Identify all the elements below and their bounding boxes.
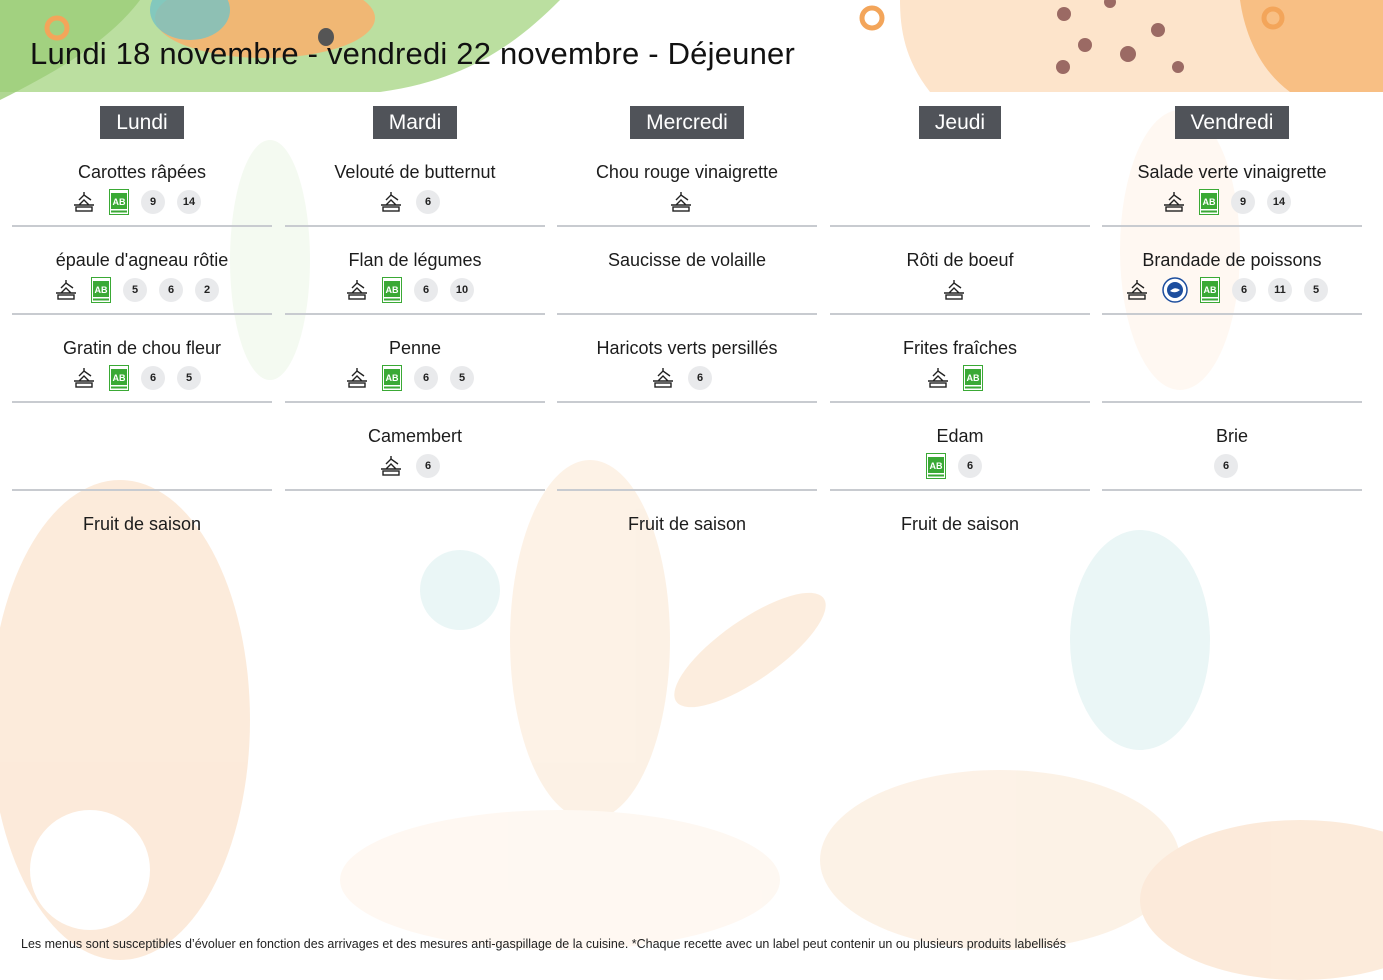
fait-maison-icon: [1161, 189, 1187, 215]
dish-name: Camembert: [367, 426, 463, 446]
svg-text:AB: AB: [929, 461, 943, 471]
menu-slot: [285, 227, 545, 315]
allergen-badge: 5: [177, 366, 201, 390]
dish-name: Edam: [936, 426, 984, 446]
fait-maison-icon: [53, 277, 79, 303]
dish-labels: [279, 453, 539, 479]
menu-slot: [557, 491, 817, 579]
ab-bio-icon: [91, 277, 111, 303]
dish-name: Penne: [388, 338, 442, 358]
dish-name: Fruit de saison: [627, 514, 747, 534]
menu-slot: [557, 227, 817, 315]
dish-labels: [1096, 277, 1356, 303]
msc-peche-durable-icon: [1162, 277, 1188, 303]
dish-name: épaule d'agneau rôtie: [55, 250, 229, 270]
dish-name: Fruit de saison: [82, 514, 202, 534]
dish-labels: [279, 365, 539, 391]
menu-slot: [1102, 227, 1362, 315]
fait-maison-icon: [71, 365, 97, 391]
menu-slot: [830, 227, 1090, 315]
ab-bio-icon: [109, 189, 129, 215]
svg-text:AB: AB: [385, 285, 399, 295]
ab-bio-icon: [1199, 189, 1219, 215]
fait-maison-icon: [925, 365, 951, 391]
ab-bio-icon: [963, 365, 983, 391]
dish-name: Haricots verts persillés: [596, 338, 778, 358]
menu-slot: [1102, 315, 1362, 403]
day-header: [285, 106, 545, 139]
day-column-vendredi: [1102, 106, 1362, 472]
day-column-mercredi: [557, 106, 817, 534]
menu-slot: [12, 491, 272, 579]
svg-text:AB: AB: [112, 197, 126, 207]
ab-bio-icon: [926, 453, 946, 479]
dish-labels: [6, 189, 266, 215]
allergen-badge: 14: [1267, 190, 1291, 214]
allergen-badge: 5: [1304, 278, 1328, 302]
allergen-badge: 2: [195, 278, 219, 302]
dish-name: Chou rouge vinaigrette: [595, 162, 779, 182]
dish-labels: [279, 277, 539, 303]
dish-labels: [551, 189, 811, 215]
day-header: [1102, 106, 1362, 139]
ab-bio-icon: [109, 365, 129, 391]
dish-labels: [1096, 365, 1356, 391]
dish-name: Salade verte vinaigrette: [1137, 162, 1327, 182]
day-header-label: Jeudi: [919, 106, 1001, 139]
ab-bio-icon: [382, 277, 402, 303]
day-header-label: Vendredi: [1175, 106, 1290, 139]
allergen-badge: 5: [123, 278, 147, 302]
dish-name: Brie: [1215, 426, 1248, 446]
day-column-jeudi: [830, 106, 1090, 534]
dish-name: Gratin de chou fleur: [62, 338, 222, 358]
allergen-badge: 6: [688, 366, 712, 390]
dish-labels: [279, 541, 539, 567]
dish-labels: [6, 277, 266, 303]
allergen-badge: 6: [414, 278, 438, 302]
menu-slot: [557, 139, 817, 227]
allergen-badge: 6: [414, 366, 438, 390]
allergen-badge: 6: [958, 454, 982, 478]
day-header: [12, 106, 272, 139]
fait-maison-icon: [344, 277, 370, 303]
day-header: [557, 106, 817, 139]
dish-name: Saucisse de volaille: [607, 250, 767, 270]
svg-text:AB: AB: [1203, 285, 1217, 295]
allergen-badge: 6: [1214, 454, 1238, 478]
menu-slot: [1102, 491, 1362, 579]
dish-labels: [824, 453, 1084, 479]
dish-labels: [824, 541, 1084, 567]
allergen-badge: 11: [1268, 278, 1292, 302]
dish-labels: [551, 277, 811, 303]
dish-name: Carottes râpées: [77, 162, 207, 182]
svg-text:AB: AB: [385, 373, 399, 383]
fait-maison-icon: [378, 189, 404, 215]
day-header: [830, 106, 1090, 139]
dish-labels: [1096, 541, 1356, 567]
dish-name: Flan de légumes: [348, 250, 482, 270]
dish-name: Brandade de poissons: [1142, 250, 1322, 270]
day-column-mardi: [285, 106, 545, 472]
dish-labels: [279, 189, 539, 215]
menu-slot: [830, 315, 1090, 403]
fait-maison-icon: [71, 189, 97, 215]
svg-text:AB: AB: [112, 373, 126, 383]
menu-slot: [285, 315, 545, 403]
allergen-badge: 9: [141, 190, 165, 214]
page-title: Lundi 18 novembre - vendredi 22 novembre - Déjeuner: [30, 36, 795, 71]
menu-slot: [12, 403, 272, 491]
day-header-label: Lundi: [100, 106, 183, 139]
allergen-badge: 14: [177, 190, 201, 214]
dish-name: Frites fraîches: [902, 338, 1018, 358]
allergen-badge: 10: [450, 278, 474, 302]
svg-text:AB: AB: [94, 285, 108, 295]
dish-labels: [6, 365, 266, 391]
menu-slot: [285, 139, 545, 227]
ab-bio-icon: [1200, 277, 1220, 303]
dish-labels: [1096, 189, 1356, 215]
svg-text:AB: AB: [1202, 197, 1216, 207]
day-header-label: Mercredi: [630, 106, 744, 139]
fait-maison-icon: [378, 453, 404, 479]
fait-maison-icon: [668, 189, 694, 215]
allergen-badge: 6: [159, 278, 183, 302]
ab-bio-icon: [382, 365, 402, 391]
dish-name: Rôti de boeuf: [906, 250, 1014, 270]
menu-slot: [12, 315, 272, 403]
menu-slot: [830, 403, 1090, 491]
day-header-label: Mardi: [373, 106, 458, 139]
allergen-badge: 6: [141, 366, 165, 390]
day-column-lundi: [12, 106, 272, 534]
menu-slot: [557, 315, 817, 403]
dish-labels: [1096, 453, 1356, 479]
menu-slot: [285, 403, 545, 491]
dish-labels: [824, 365, 1084, 391]
menu-slot: [830, 491, 1090, 579]
menu-slot: [285, 491, 545, 579]
fait-maison-icon: [941, 277, 967, 303]
fait-maison-icon: [650, 365, 676, 391]
dish-name: Velouté de butternut: [334, 162, 496, 182]
allergen-badge: 5: [450, 366, 474, 390]
menu-slot: [830, 139, 1090, 227]
dish-labels: [6, 453, 266, 479]
svg-text:AB: AB: [966, 373, 980, 383]
allergen-badge: 6: [416, 190, 440, 214]
menu-slot: [1102, 139, 1362, 227]
fait-maison-icon: [344, 365, 370, 391]
menu-slot: [1102, 403, 1362, 491]
allergen-badge: 9: [1231, 190, 1255, 214]
fait-maison-icon: [1124, 277, 1150, 303]
dish-labels: [824, 189, 1084, 215]
dish-labels: [824, 277, 1084, 303]
menu-slot: [557, 403, 817, 491]
menu-slot: [12, 227, 272, 315]
allergen-badge: 6: [1232, 278, 1256, 302]
menu-slot: [12, 139, 272, 227]
dish-labels: [551, 541, 811, 567]
dish-labels: [6, 541, 266, 567]
allergen-badge: 6: [416, 454, 440, 478]
dish-labels: [551, 365, 811, 391]
dish-labels: [551, 453, 811, 479]
footer-note: Les menus sont susceptibles d’évoluer en fonction des arrivages et des mesures anti-gaspillage de la cuisine. *Chaque recette avec un label peut contenir un ou plusieurs produits labellisés: [21, 937, 1067, 951]
dish-name: Fruit de saison: [900, 514, 1020, 534]
